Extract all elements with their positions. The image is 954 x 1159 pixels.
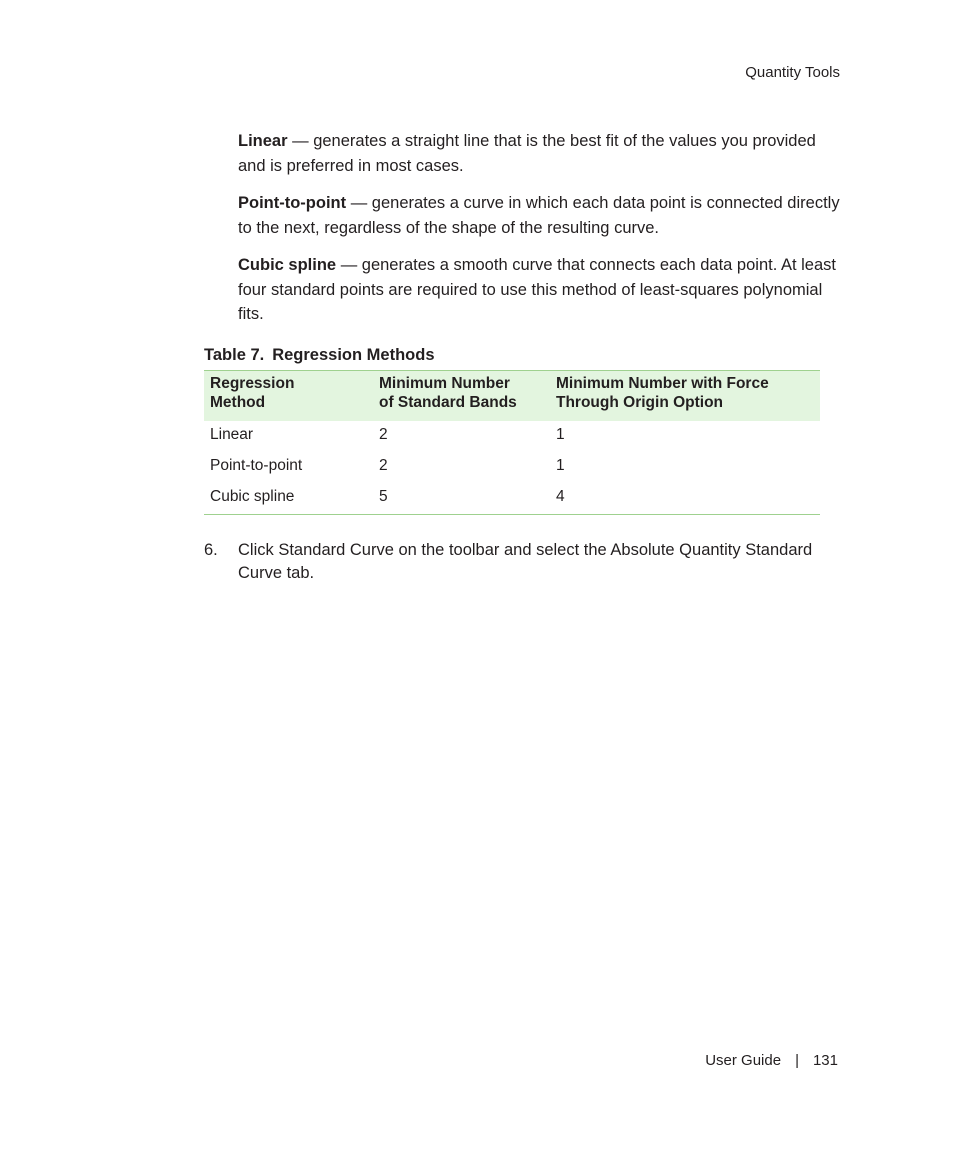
cell-min-force-origin: 4 [556,487,565,505]
definition-cubic-spline [238,253,844,327]
definition-term: Linear [238,132,288,150]
table-caption-number: Table 7. [204,345,265,364]
definition-term: Cubic spline [238,256,337,274]
definition-text: — generates a straight line that is the best fit of the values you provided and is preferred in most cases. [238,132,816,175]
cell-min-bands: 2 [379,456,388,474]
table-row [204,451,820,482]
running-header: Quantity Tools [745,64,840,81]
definition-text: — generates a curve in which each data point is connected directly to the next, regardless of the shape of the resulting curve. [238,194,840,237]
table-row [204,421,820,451]
cell-method: Cubic spline [210,487,295,505]
step-number: 6. [204,540,218,559]
definition-term: Point-to-point [238,194,347,212]
table-caption [204,346,844,365]
page-number: 131 [812,1052,838,1069]
header-regression-method: Regression Method [210,374,295,411]
footer-doc-name: User Guide [705,1052,782,1069]
table-header-row [204,370,820,421]
footer-separator: | [795,1052,799,1069]
page-footer [705,1052,838,1069]
cell-method: Point-to-point [210,456,303,474]
step-6 [204,539,844,585]
definition-text: — generates a smooth curve that connects each data point. At least four standard points are required to use this method of least-squares polynomial fits. [238,256,836,323]
header-min-standard-bands: Minimum Number of Standard Bands [379,374,517,411]
header-min-force-origin: Minimum Number with Force Through Origin Option [556,374,769,411]
cell-min-force-origin: 1 [556,456,565,474]
cell-min-bands: 2 [379,425,388,443]
cell-min-force-origin: 1 [556,425,565,443]
cell-method: Linear [210,425,254,443]
table-caption-title: Regression Methods [272,345,435,364]
definition-point-to-point [238,191,844,240]
step-text: Click Standard Curve on the toolbar and select the Absolute Quantity Standard Curve tab. [238,540,813,582]
definition-linear [238,129,844,178]
regression-methods-table [204,370,820,515]
page-content [204,129,844,585]
table-row [204,482,820,515]
cell-min-bands: 5 [379,487,388,505]
